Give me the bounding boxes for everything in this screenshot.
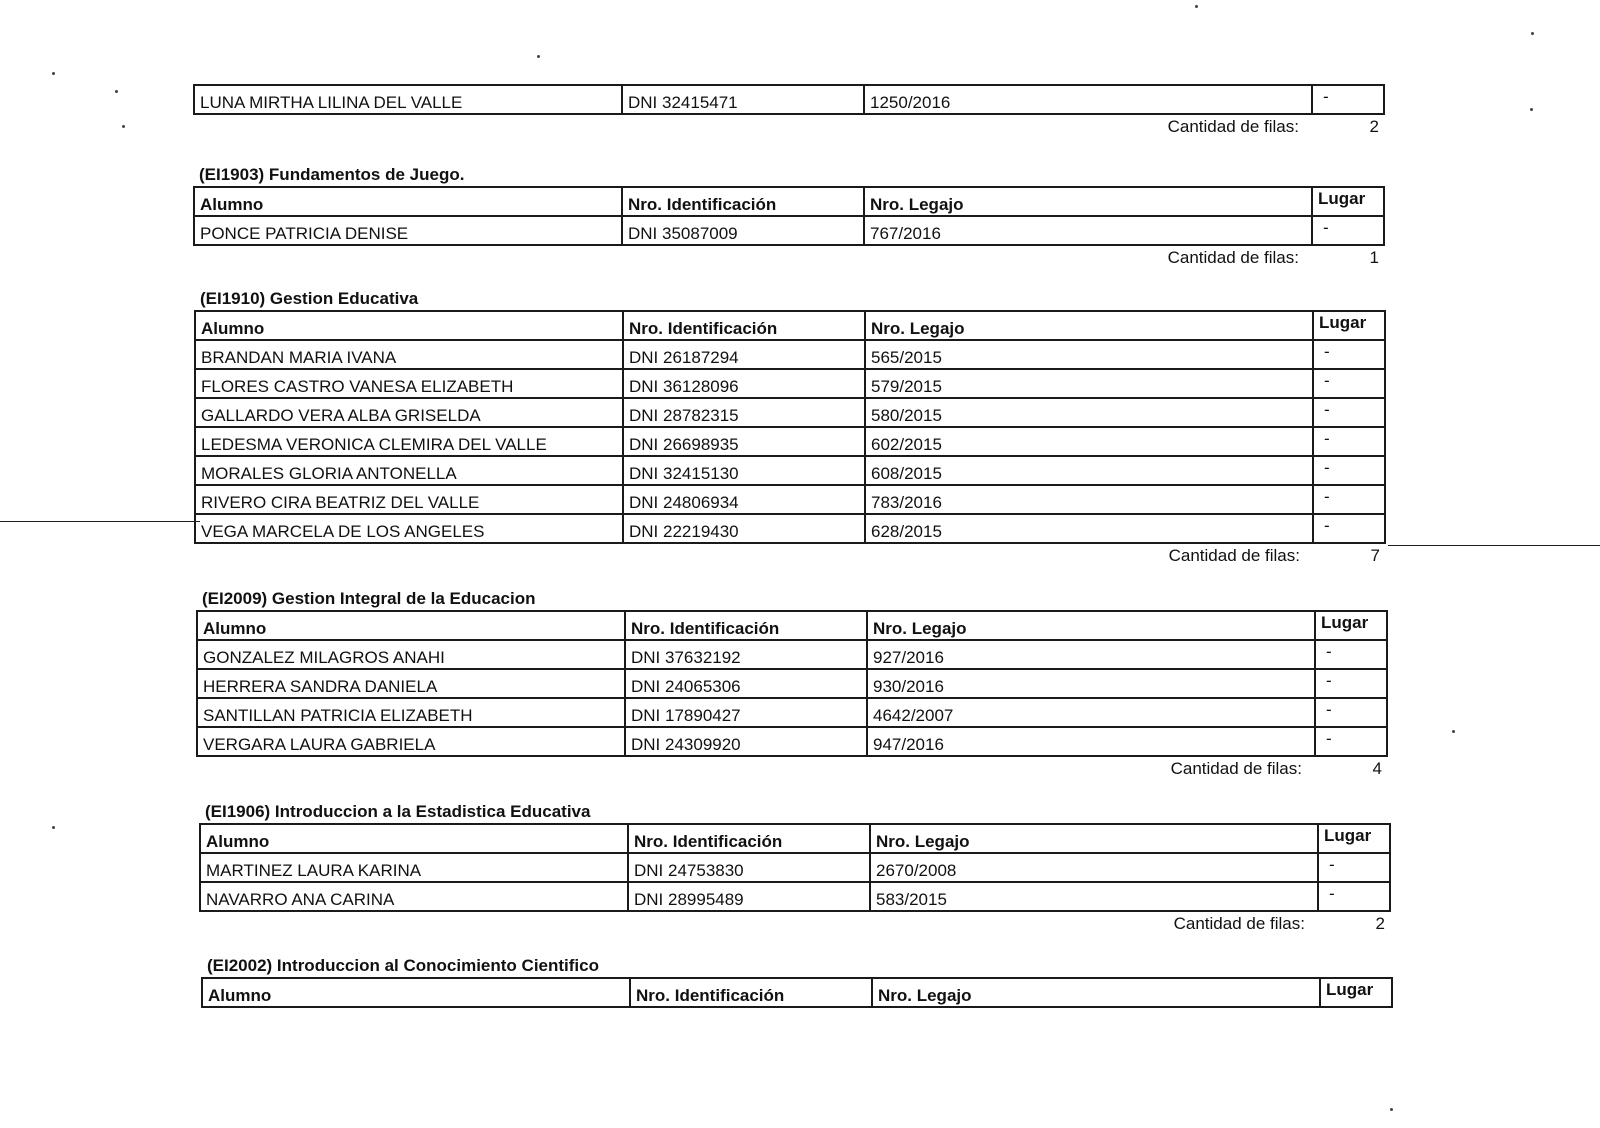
row-count (199, 912, 1389, 936)
scan-speck (115, 90, 118, 93)
table-row (195, 340, 1385, 369)
scan-speck (52, 826, 55, 829)
cell-legajo: 608/2015 (865, 456, 1313, 485)
row-count-label: Cantidad de filas: (1168, 546, 1300, 565)
section-title: (EI1910) Gestion Educativa (200, 289, 419, 308)
cell-identificacion: DNI 26698935 (623, 427, 865, 456)
cell-legajo: 580/2015 (865, 398, 1313, 427)
cell-legajo: 565/2015 (865, 340, 1313, 369)
table-row (194, 216, 1384, 245)
cell-identificacion: DNI 28995489 (628, 882, 870, 911)
cell-legajo: 767/2016 (864, 216, 1312, 245)
scan-speck (1530, 108, 1533, 111)
students-table (193, 84, 1385, 115)
table-row (195, 485, 1385, 514)
scan-speck (1531, 32, 1534, 35)
cell-alumno: LUNA MIRTHA LILINA DEL VALLE (194, 85, 622, 114)
cell-lugar: - (1315, 640, 1387, 669)
cell-identificacion: DNI 24309920 (625, 727, 867, 756)
scan-speck (1452, 730, 1455, 733)
cell-lugar: - (1312, 85, 1384, 114)
cell-legajo: 930/2016 (867, 669, 1315, 698)
table-row (195, 514, 1385, 543)
table-row (200, 853, 1390, 882)
header-identificacion: Nro. Identificación (623, 311, 865, 340)
header-lugar: Lugar (1312, 187, 1384, 216)
cell-legajo: 1250/2016 (864, 85, 1312, 114)
row-count-label: Cantidad de filas: (1173, 914, 1305, 933)
section-title: (EI2009) Gestion Integral de la Educacion (202, 589, 536, 608)
table-row (194, 85, 1384, 114)
header-alumno: Alumno (195, 311, 623, 340)
students-table (196, 610, 1388, 757)
header-legajo: Nro. Legajo (870, 824, 1318, 853)
row-count-label: Cantidad de filas: (1170, 759, 1302, 778)
section-ei1906 (199, 801, 1389, 936)
cell-lugar: - (1313, 427, 1385, 456)
row-count (193, 115, 1383, 139)
row-count-value: 1 (1369, 248, 1379, 267)
section-ei2009 (196, 588, 1386, 781)
table-header-row (200, 824, 1390, 853)
cell-alumno: GALLARDO VERA ALBA GRISELDA (195, 398, 623, 427)
cell-identificacion: DNI 26187294 (623, 340, 865, 369)
cell-lugar: - (1313, 398, 1385, 427)
cell-alumno: GONZALEZ MILAGROS ANAHI (197, 640, 625, 669)
cell-lugar: - (1318, 882, 1390, 911)
section-ei1903 (193, 164, 1383, 270)
section-title: (EI2002) Introduccion al Conocimiento Cientifico (207, 956, 599, 975)
row-count (193, 246, 1383, 270)
cell-lugar: - (1313, 340, 1385, 369)
header-legajo: Nro. Legajo (865, 311, 1313, 340)
section-title: (EI1903) Fundamentos de Juego. (199, 165, 465, 184)
cell-alumno: LEDESMA VERONICA CLEMIRA DEL VALLE (195, 427, 623, 456)
scan-speck (52, 72, 55, 75)
header-identificacion: Nro. Identificación (625, 611, 867, 640)
cell-alumno: MARTINEZ LAURA KARINA (200, 853, 628, 882)
cell-identificacion: DNI 37632192 (625, 640, 867, 669)
table-row (195, 369, 1385, 398)
cell-legajo: 2670/2008 (870, 853, 1318, 882)
table-row (195, 427, 1385, 456)
cell-alumno: NAVARRO ANA CARINA (200, 882, 628, 911)
section-title: (EI1906) Introduccion a la Estadistica Educativa (205, 802, 591, 821)
cell-alumno: PONCE PATRICIA DENISE (194, 216, 622, 245)
header-alumno: Alumno (200, 824, 628, 853)
header-identificacion: Nro. Identificación (622, 187, 864, 216)
table-row (197, 640, 1387, 669)
cell-identificacion: DNI 17890427 (625, 698, 867, 727)
cell-alumno: FLORES CASTRO VANESA ELIZABETH (195, 369, 623, 398)
table-row (195, 398, 1385, 427)
cell-identificacion: DNI 32415130 (623, 456, 865, 485)
cell-alumno: RIVERO CIRA BEATRIZ DEL VALLE (195, 485, 623, 514)
cell-legajo: 927/2016 (867, 640, 1315, 669)
row-count-label: Cantidad de filas: (1167, 117, 1299, 136)
cell-legajo: 783/2016 (865, 485, 1313, 514)
table-header-row (195, 311, 1385, 340)
cell-alumno: VERGARA LAURA GABRIELA (197, 727, 625, 756)
cell-alumno: SANTILLAN PATRICIA ELIZABETH (197, 698, 625, 727)
header-identificacion: Nro. Identificación (630, 978, 872, 1007)
section-ei1910 (194, 288, 1384, 568)
scan-speck (1195, 5, 1198, 8)
header-lugar: Lugar (1318, 824, 1390, 853)
header-legajo: Nro. Legajo (872, 978, 1320, 1007)
scan-speck (122, 125, 125, 128)
cell-identificacion: DNI 24065306 (625, 669, 867, 698)
row-count-value: 4 (1372, 759, 1382, 778)
cell-legajo: 4642/2007 (867, 698, 1315, 727)
cell-alumno: VEGA MARCELA DE LOS ANGELES (195, 514, 623, 543)
header-legajo: Nro. Legajo (867, 611, 1315, 640)
header-identificacion: Nro. Identificación (628, 824, 870, 853)
scan-speck (1390, 1108, 1393, 1111)
cell-legajo: 583/2015 (870, 882, 1318, 911)
table-header-row (202, 978, 1392, 1007)
header-legajo: Nro. Legajo (864, 187, 1312, 216)
scan-speck (537, 55, 540, 58)
students-table (199, 823, 1391, 912)
table-row (197, 669, 1387, 698)
students-table (201, 977, 1393, 1008)
header-lugar: Lugar (1320, 978, 1392, 1007)
scan-line-right (1388, 545, 1600, 546)
cell-identificacion: DNI 24753830 (628, 853, 870, 882)
table-row (197, 698, 1387, 727)
cell-lugar: - (1318, 853, 1390, 882)
header-alumno: Alumno (194, 187, 622, 216)
cell-lugar: - (1313, 485, 1385, 514)
cell-alumno: HERRERA SANDRA DANIELA (197, 669, 625, 698)
table-header-row (197, 611, 1387, 640)
cell-alumno: MORALES GLORIA ANTONELLA (195, 456, 623, 485)
cell-lugar: - (1315, 669, 1387, 698)
section-continuation (193, 84, 1383, 139)
cell-identificacion: DNI 36128096 (623, 369, 865, 398)
row-count (194, 544, 1384, 568)
row-count-value: 2 (1375, 914, 1385, 933)
cell-identificacion: DNI 32415471 (622, 85, 864, 114)
table-row (197, 727, 1387, 756)
cell-lugar: - (1313, 514, 1385, 543)
cell-legajo: 579/2015 (865, 369, 1313, 398)
cell-legajo: 947/2016 (867, 727, 1315, 756)
table-header-row (194, 187, 1384, 216)
scan-line-left (0, 521, 200, 522)
cell-identificacion: DNI 28782315 (623, 398, 865, 427)
students-table (193, 186, 1385, 246)
row-count-value: 2 (1369, 117, 1379, 136)
table-row (195, 456, 1385, 485)
header-alumno: Alumno (202, 978, 630, 1007)
cell-lugar: - (1315, 727, 1387, 756)
header-alumno: Alumno (197, 611, 625, 640)
row-count-value: 7 (1370, 546, 1380, 565)
cell-lugar: - (1313, 369, 1385, 398)
row-count-label: Cantidad de filas: (1167, 248, 1299, 267)
cell-alumno: BRANDAN MARIA IVANA (195, 340, 623, 369)
header-lugar: Lugar (1315, 611, 1387, 640)
cell-lugar: - (1315, 698, 1387, 727)
cell-legajo: 602/2015 (865, 427, 1313, 456)
table-row (200, 882, 1390, 911)
cell-identificacion: DNI 24806934 (623, 485, 865, 514)
header-lugar: Lugar (1313, 311, 1385, 340)
section-ei2002 (201, 955, 1391, 1008)
cell-lugar: - (1313, 456, 1385, 485)
cell-identificacion: DNI 22219430 (623, 514, 865, 543)
cell-identificacion: DNI 35087009 (622, 216, 864, 245)
cell-lugar: - (1312, 216, 1384, 245)
students-table (194, 310, 1386, 544)
row-count (196, 757, 1386, 781)
cell-legajo: 628/2015 (865, 514, 1313, 543)
